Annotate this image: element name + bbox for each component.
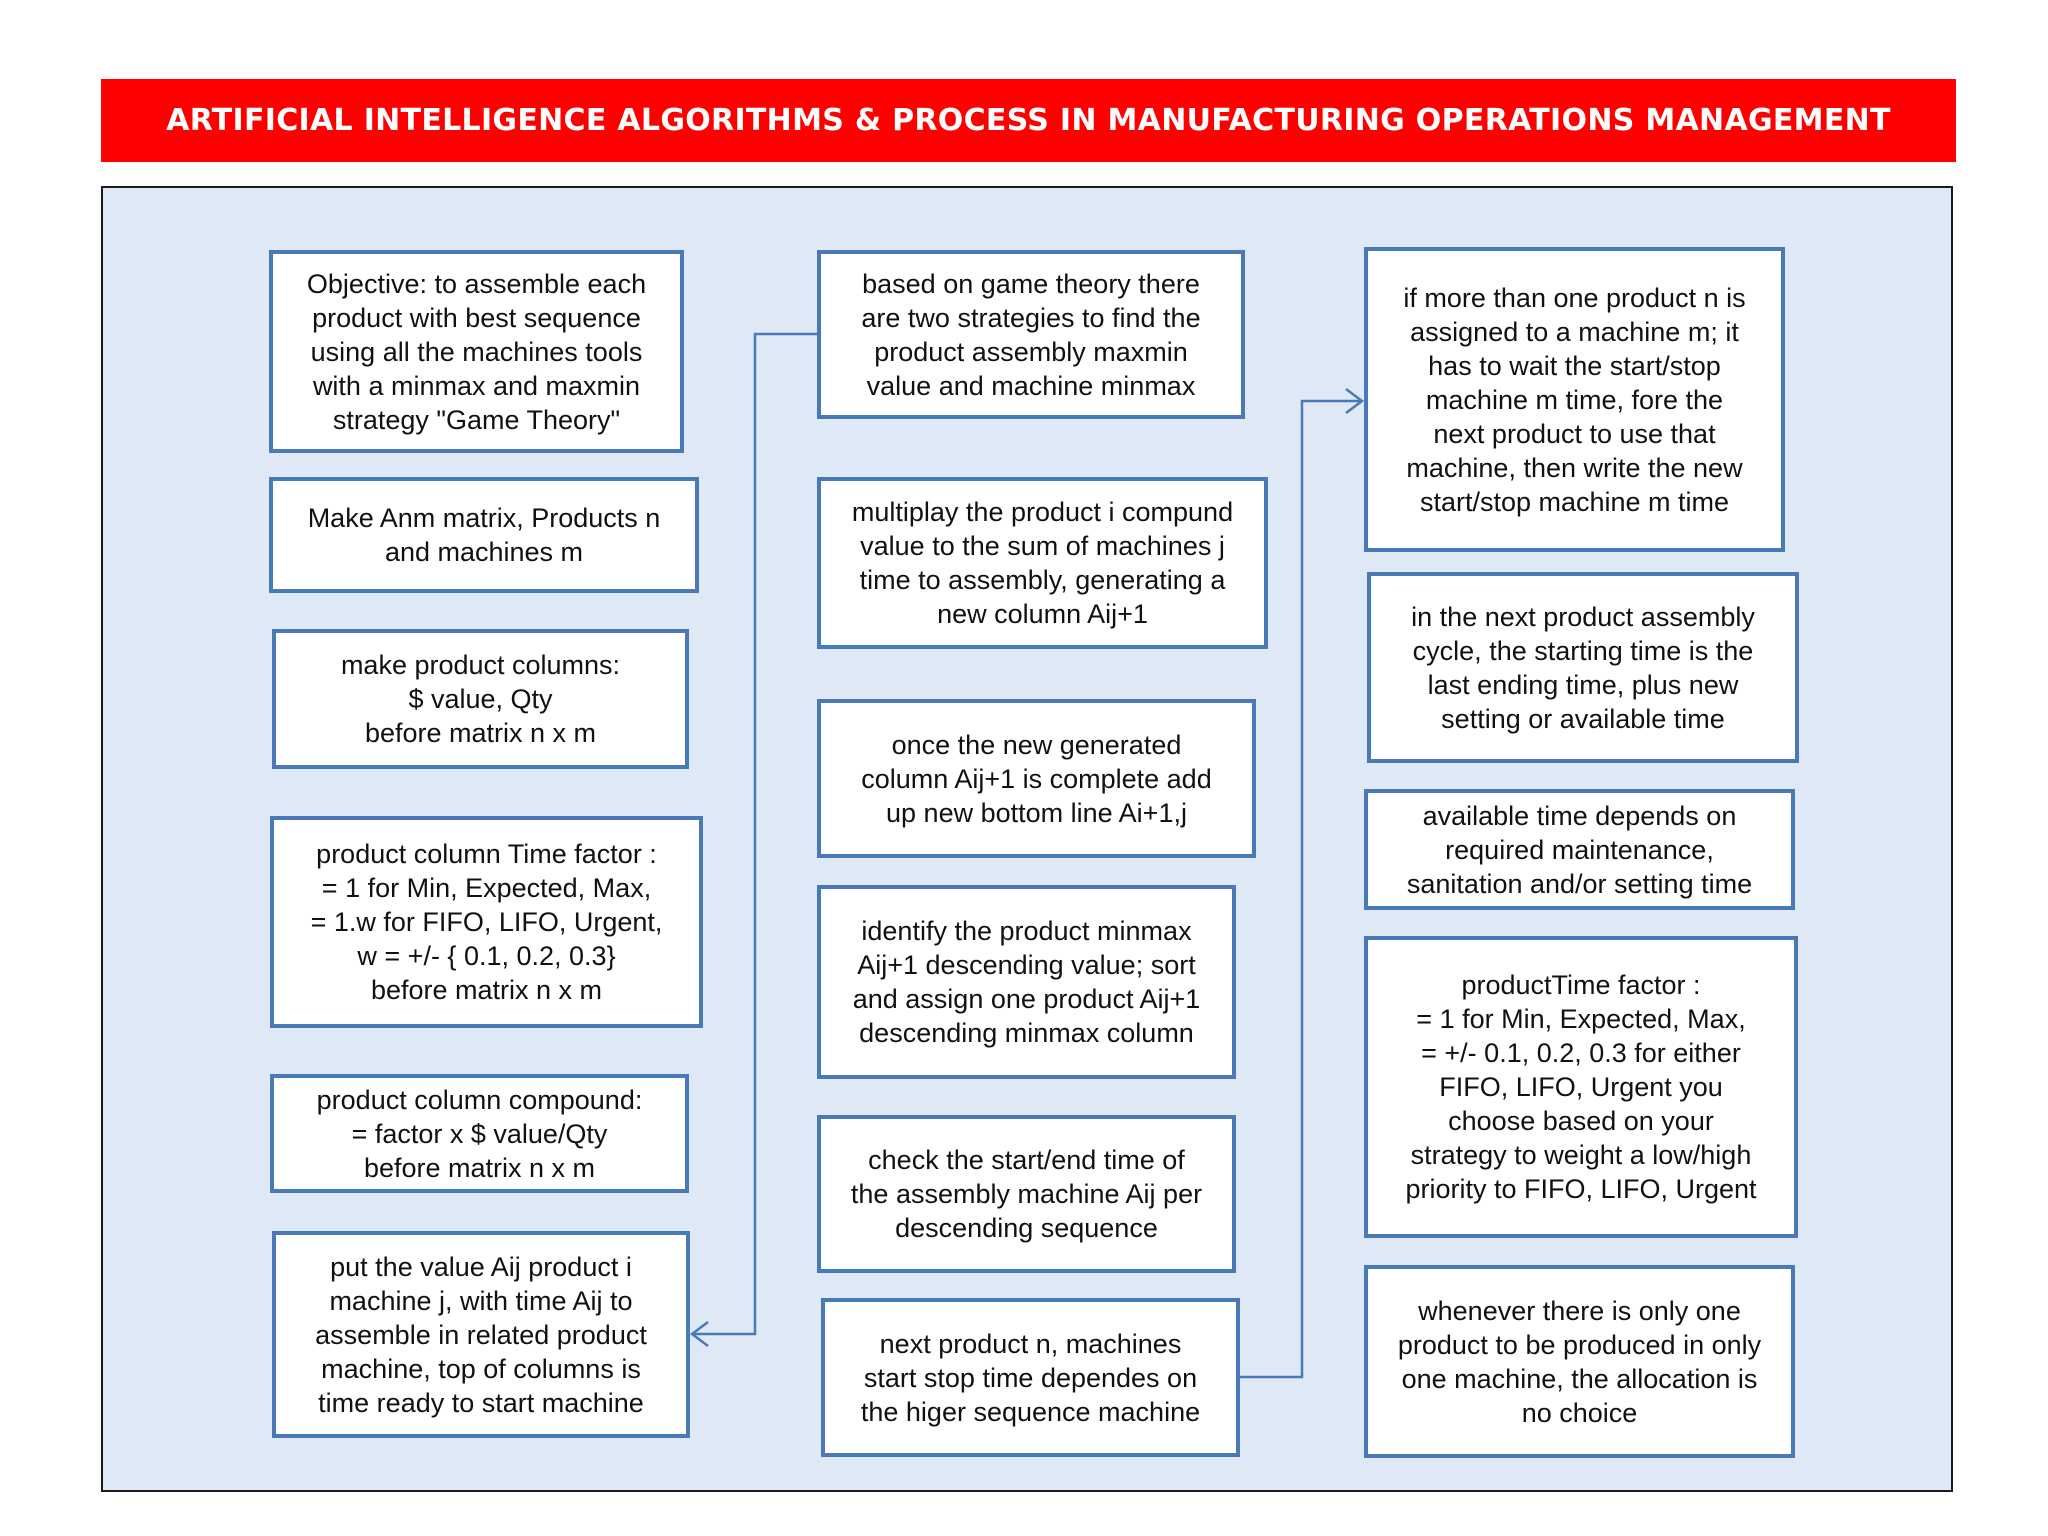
step-next-cycle: in the next product assembly cycle, the starting time is the last ending time, plus new setting or available time xyxy=(1367,572,1799,763)
step-check-start-end: check the start/end time of the assembly machine Aij per descending sequence xyxy=(817,1115,1236,1273)
step-product-time-factor: productTime factor : = 1 for Min, Expected, Max, = +/- 0.1, 0.2, 0.3 for either FIFO, LIFO, Urgent you choose based on your strategy to weight a low/high priority to FIFO, LIFO, Urgent xyxy=(1364,936,1798,1238)
diagram-title: ARTIFICIAL INTELLIGENCE ALGORITHMS & PROCESS IN MANUFACTURING OPERATIONS MANAGEMENT xyxy=(166,103,1891,138)
step-product-columns: make product columns: $ value, Qty before matrix n x m xyxy=(272,629,689,769)
diagram-title-banner xyxy=(101,79,1956,162)
step-single-product: whenever there is only one product to be produced in only one machine, the allocation is no choice xyxy=(1364,1265,1795,1458)
step-put-value: put the value Aij product i machine j, with time Aij to assemble in related product machine, top of columns is time ready to start machine xyxy=(272,1231,690,1438)
step-available-time: available time depends on required maintenance, sanitation and/or setting time xyxy=(1364,789,1795,910)
step-multiple-products: if more than one product n is assigned to a machine m; it has to wait the start/stop machine m time, fore the next product to use that machine, then write the new start/stop machine m time xyxy=(1364,247,1785,552)
step-next-product: next product n, machines start stop time dependes on the higer sequence machine xyxy=(821,1298,1240,1457)
step-objective: Objective: to assemble each product with best sequence using all the machines tools with a minmax and maxmin strategy "Game Theory" xyxy=(269,250,684,453)
step-identify-minmax: identify the product minmax Aij+1 descending value; sort and assign one product Aij+1 descending minmax column xyxy=(817,885,1236,1079)
step-game-theory: based on game theory there are two strategies to find the product assembly maxmin value and machine minmax xyxy=(817,250,1245,419)
step-make-matrix: Make Anm matrix, Products n and machines m xyxy=(269,477,699,593)
step-multiply-compound: multiplay the product i compund value to the sum of machines j time to assembly, generating a new column Aij+1 xyxy=(817,477,1268,649)
step-new-column: once the new generated column Aij+1 is complete add up new bottom line Ai+1,j xyxy=(817,699,1256,858)
step-product-compound: product column compound: = factor x $ value/Qty before matrix n x m xyxy=(270,1074,689,1193)
step-time-factor: product column Time factor : = 1 for Min, Expected, Max, = 1.w for FIFO, LIFO, Urgent, w = +/- { 0.1, 0.2, 0.3} before matrix n x m xyxy=(270,816,703,1028)
